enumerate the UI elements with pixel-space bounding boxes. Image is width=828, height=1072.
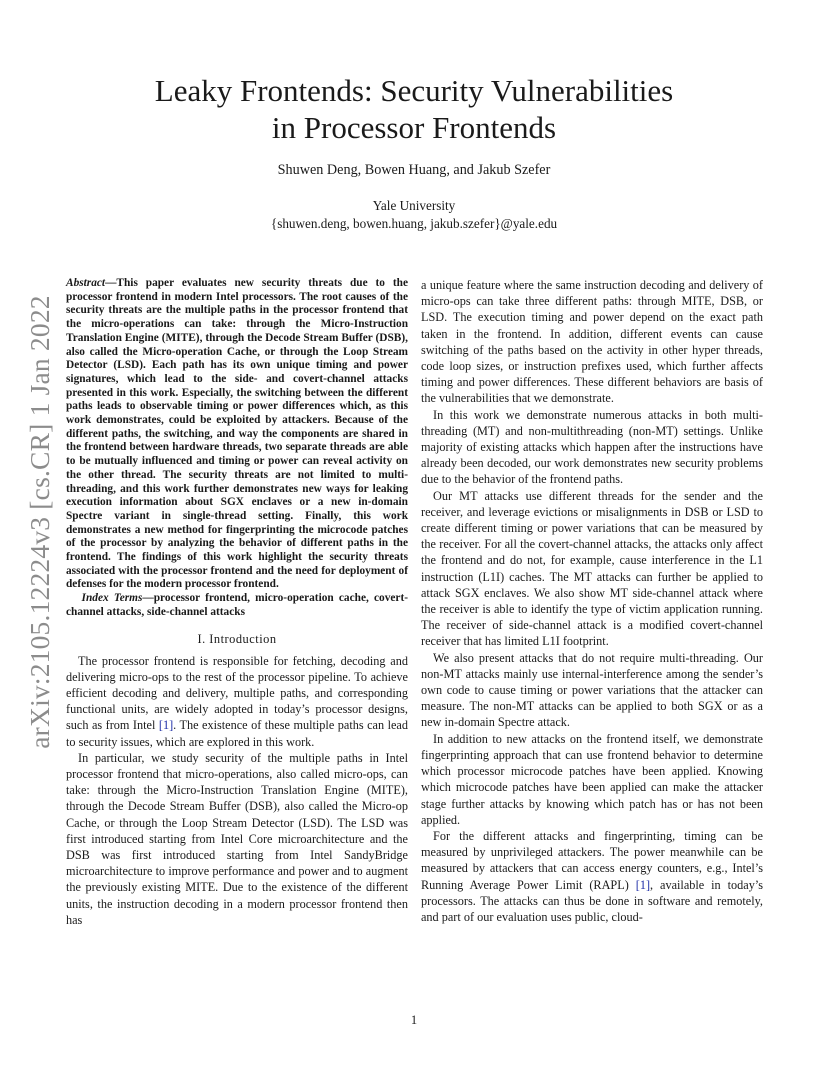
title-line: Leaky Frontends: Security Vulnerabilities bbox=[154, 73, 674, 108]
paragraph-text: In particular, we study security of the multiple paths in Intel processor frontend that micro-operations, also called micro-ops, can take: through the Micro-Instruction Translation Engine (MITE), through the Decode Stream Buffer (DSB), also called the Micro-op Cache, or through the Loop Stream Detector (LSD). The LSD was first introduced starting from Intel Core microarchitecture and the DSB was first introduced starting from Intel SandyBridge microarchitecture to improve performance and power and to augment the previously existing MITE. Due to the existence of the different units, the instruction decoding in a modern processor frontend then has bbox=[66, 750, 408, 927]
abstract-label: Abstract bbox=[66, 277, 106, 289]
body-paragraph bbox=[421, 828, 763, 925]
title-line: in Processor Frontends bbox=[271, 110, 557, 145]
abstract-text: This paper evaluates new security threats due to the processor frontend in modern Intel processors. The root causes of the security threats are the multiple paths in the processor frontend that the micro-operations can take: through the Micro-Instruction Translation Engine (MITE), through the Decode Stream Buffer (DSB), also called the Micro-operation Cache, or through the Loop Stream Detector (LSD). Each path has its own unique timing and power signatures, which lead to the side- and covert-channel attacks presented in this work. Especially, the switching between the different paths leads to observable timing or power differences which, as this work demonstrates, could be exploited by attackers. Because of the different paths, the switching, and way the components are shared in the frontend between hardware threads, two separate threads are able to be mutually influenced and timing or power can reveal activity on the other thread. The security threats are not limited to multi-threading, and this work further demonstrates new ways for leaking execution information about SGX enclaves or a new in-domain Spectre variant in single-thread setting. Finally, this work demonstrates a new method for fingerprinting the microcode patches of the processor by analyzing the behavior of different paths in the frontend. The findings of this work highlight the security threats associated with the processor frontend and the need for deployment of defenses for the modern processor frontend. bbox=[66, 277, 408, 591]
index-terms-text: processor frontend, micro-operation cache, covert-channel attacks, side-channel attacks bbox=[66, 592, 408, 618]
author-list: Shuwen Deng, Bowen Huang, and Jakub Szefer bbox=[277, 162, 551, 178]
left-column bbox=[66, 277, 408, 928]
page-number: 1 bbox=[410, 1013, 418, 1027]
body-paragraph bbox=[421, 277, 763, 407]
arxiv-identifier: arXiv:2105.12224v3 [cs.CR] 1 Jan 2022 bbox=[24, 295, 55, 749]
body-paragraph bbox=[421, 488, 763, 650]
index-terms bbox=[66, 592, 408, 619]
body-paragraph bbox=[421, 407, 763, 488]
abstract bbox=[66, 277, 408, 592]
arxiv-stamp bbox=[20, 296, 60, 748]
citation-link[interactable]: [1] bbox=[635, 877, 651, 892]
paragraph-text: . The existence of these multiple paths can lead to security issues, which are explored in this work. bbox=[66, 718, 408, 749]
section-heading-introduction: I. Introduction bbox=[197, 631, 277, 646]
paragraph-text: The processor frontend is responsible for fetching, decoding and delivering micro-ops to the rest of the processor pipeline. To achieve efficient decoding and delivery, multiple paths, and corresponding functional units, are widely adopted in today’s processor designs, such as from Intel bbox=[66, 653, 408, 733]
paragraph-text: In addition to new attacks on the frontend itself, we demonstrate fingerprinting approach that can use frontend behavior to determine which processor microcode patches have been applied. Knowing which microcode patches have been applied can make the attacker stage further attacks by knowing which patch has or has not been applied. bbox=[421, 731, 763, 827]
paper-title bbox=[60, 72, 768, 146]
paragraph-text: For the different attacks and fingerprinting, timing can be measured by unprivileged attackers. The power meanwhile can be measured by attackers that can access energy counters, e.g., Intel’s Running Average Power Limit (RAPL) bbox=[421, 828, 763, 892]
paragraph-text: We also present attacks that do not require multi-threading. Our non-MT attacks mainly use internal-interference among the sender’s own code to cause timing or power variations that the attacker can measure. The non-MT attacks can be applied to both SGX or as a new in-domain Spectre attack. bbox=[421, 650, 763, 730]
abstract-dash: — bbox=[105, 277, 117, 289]
left-body bbox=[66, 653, 408, 928]
affiliation-block bbox=[60, 197, 768, 233]
right-column bbox=[421, 277, 763, 925]
affiliation: Yale University bbox=[372, 198, 456, 213]
author-emails: {shuwen.deng, bowen.huang, jakub.szefer}@yale.edu bbox=[270, 216, 558, 231]
paragraph-text: , available in today’s processors. The attacks can thus be done in software and remotely, and part of our evaluation uses public, cloud- bbox=[421, 877, 763, 924]
paragraph-text: Our MT attacks use different threads for the sender and the receiver, and leverage evictions or misalignments in DSB or LSD to create different timing or power variations that can be measured by the receiver. For all the covert-channel attacks, the attacks only affect the frontend and do not, for example, cause interference in the L1 instruction (L1I) caches. The MT attacks can further be applied to attack SGX enclaves. We also show MT side-channel attack where the receiver is able to identify the type of victim application running. The receiver of side-channel attack is a modified covert-channel receiver that has limited L1I footprint. bbox=[421, 488, 763, 649]
paragraph-text: In this work we demonstrate numerous attacks in both multi-threading (MT) and non-multithreading (non-MT) settings. Unlike majority of existing attacks which happen after the instructions have already been decoded, our work demonstrates new security problems due to the behavior of the frontend paths. bbox=[421, 407, 763, 487]
index-terms-label: Index Terms bbox=[81, 592, 143, 605]
paragraph-text: a unique feature where the same instruction decoding and delivery of micro-ops can take three different paths: through MITE, DSB, or LSD. The execution timing and power depend on the exact path taken in the frontend. In addition, different events can cause switching of the paths based on the activity in other hyper threads, code loop sizes, or instruction prefixes used, which further affects timing and power differences. These different behaviors are basis of the vulnerabilities that we demonstrate. bbox=[421, 278, 763, 406]
citation-link[interactable]: [1] bbox=[158, 718, 174, 733]
body-paragraph bbox=[421, 731, 763, 828]
body-paragraph bbox=[66, 750, 408, 928]
body-paragraph bbox=[421, 650, 763, 731]
body-paragraph bbox=[66, 653, 408, 750]
index-terms-dash: — bbox=[142, 592, 154, 605]
